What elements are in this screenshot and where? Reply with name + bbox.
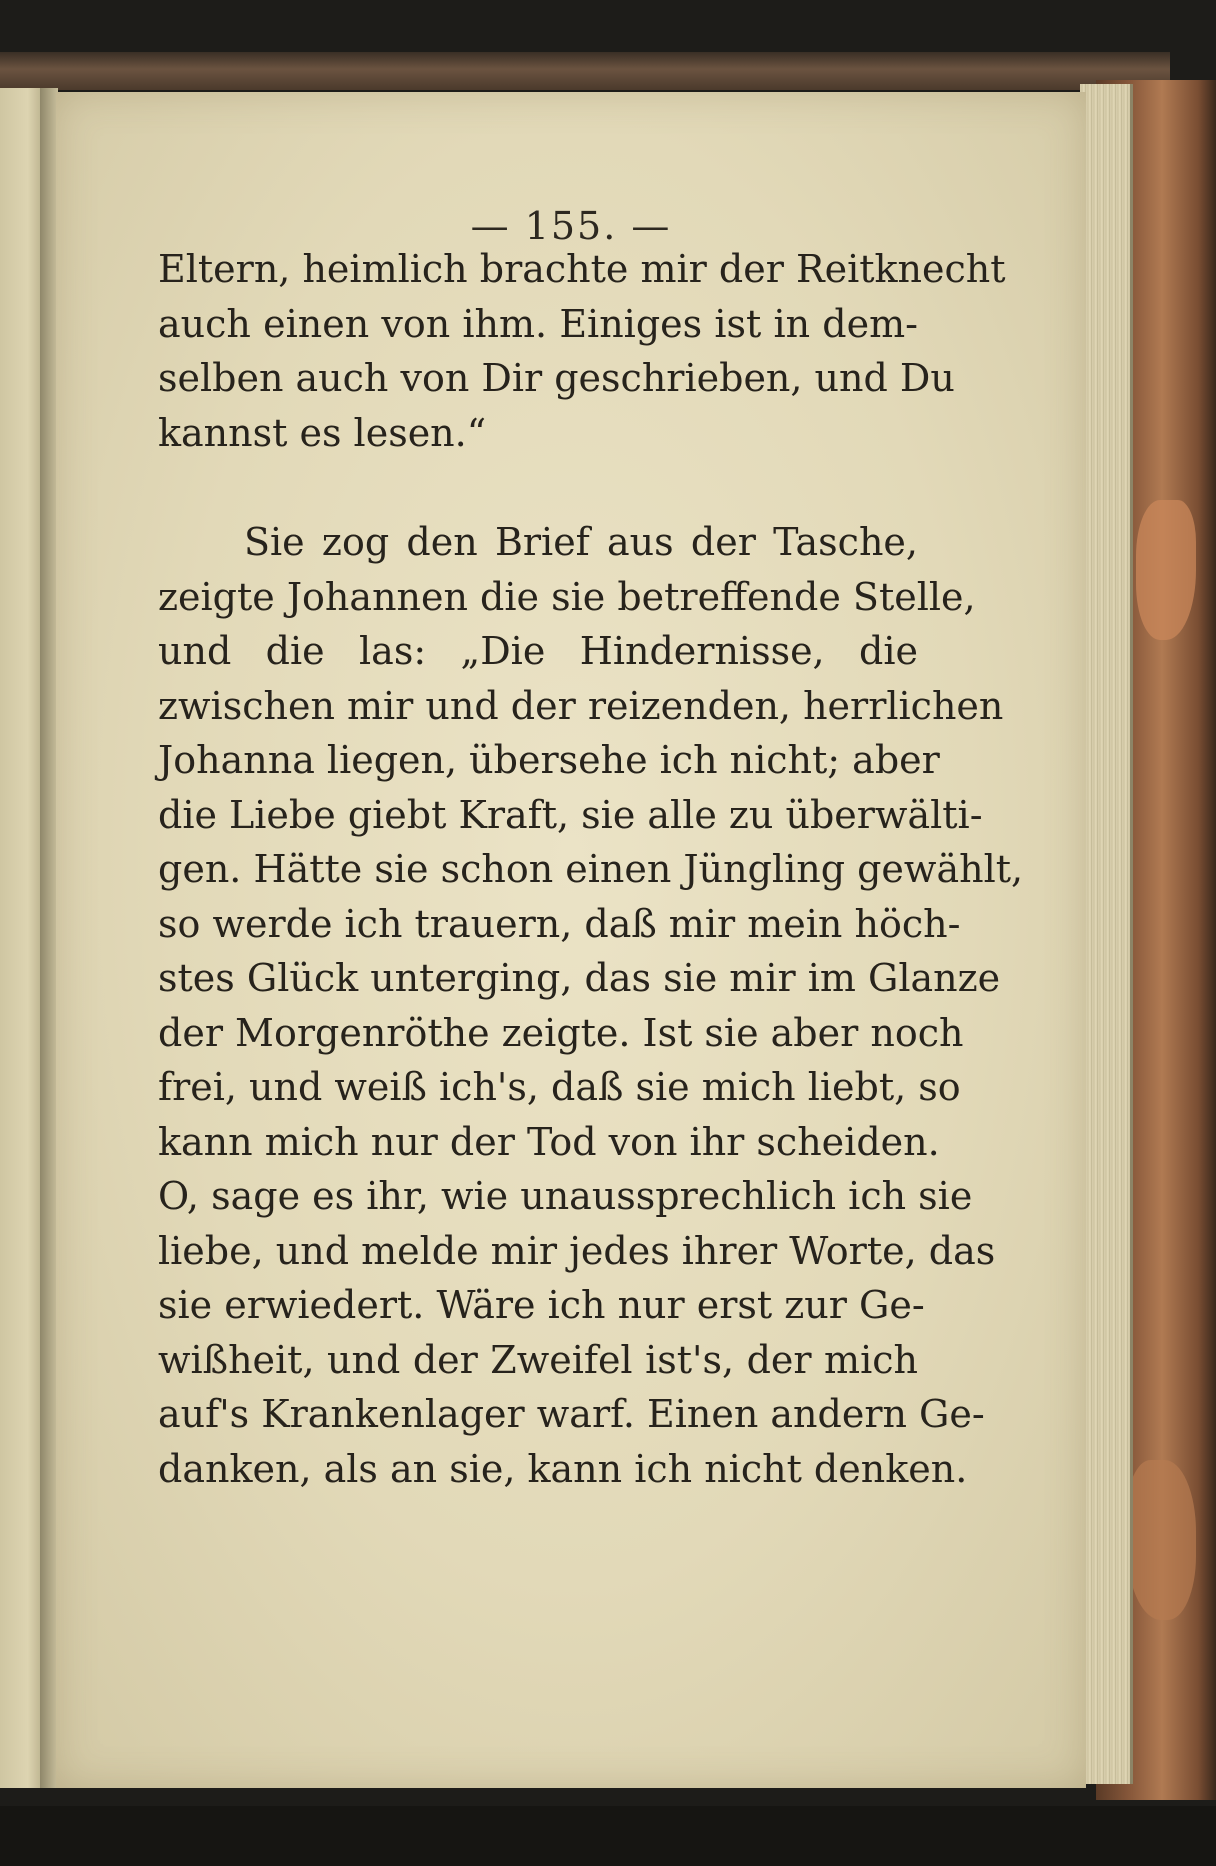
text-line: Sie zog den Brief aus der Tasche,	[244, 520, 918, 564]
text-line: sie erwiedert. Wäre ich nur erst zur Ge-	[158, 1283, 925, 1327]
text-line: zeigte Johannen die sie betreffende Stelle,	[158, 574, 976, 619]
text-line: zwischen mir und der reizenden, herrlichen	[158, 683, 1004, 728]
text-line: selben auch von Dir geschrieben, und Du	[158, 356, 955, 400]
text-line: auf's Krankenlager warf. Einen andern Ge-	[158, 1392, 985, 1436]
text-line: O, sage es ihr, wie unaussprechlich ich sie	[158, 1174, 973, 1218]
paragraph-break	[158, 460, 918, 515]
page-block-edges	[1080, 84, 1133, 1784]
book-page	[56, 92, 1086, 1788]
page-text	[158, 242, 1024, 1496]
text-line: danken, als an sie, kann ich nicht denken.	[158, 1446, 968, 1491]
scan-background	[0, 1806, 1216, 1866]
cover-wear-mark	[1136, 500, 1196, 640]
paragraph	[158, 242, 1006, 460]
text-line: die Liebe giebt Kraft, sie alle zu überwälti-	[158, 792, 983, 837]
cover-wear-mark	[1126, 1460, 1196, 1620]
text-line: auch einen von ihm. Einiges ist in dem-	[158, 301, 918, 346]
text-line: frei, und weiß ich's, daß sie mich liebt, so	[158, 1065, 961, 1109]
text-line: gen. Hätte sie schon einen Jüngling gewählt,	[158, 847, 1024, 891]
text-line: stes Glück unterging, das sie mir im Glanze	[158, 956, 1001, 1000]
text-line: der Morgenröthe zeigte. Ist sie aber noch	[158, 1010, 964, 1055]
text-line: wißheit, und der Zweifel ist's, der mich	[158, 1337, 918, 1382]
text-line: und die las: „Die Hindernisse, die	[158, 629, 918, 673]
text-line: liebe, und melde mir jedes ihrer Worte, das	[158, 1228, 996, 1273]
text-line: kann mich nur der Tod von ihr scheiden.	[158, 1119, 940, 1164]
paragraph	[158, 515, 1024, 1496]
book-cover-top-edge	[0, 52, 1170, 90]
page-number: — 155. —	[470, 204, 672, 248]
text-line: Eltern, heimlich brachte mir der Reitknecht	[158, 247, 1006, 291]
text-line: so werde ich trauern, daß mir mein höch-	[158, 901, 961, 946]
text-line: kannst es lesen.“	[158, 410, 487, 455]
text-line: Johanna liegen, übersehe ich nicht; aber	[158, 738, 940, 782]
